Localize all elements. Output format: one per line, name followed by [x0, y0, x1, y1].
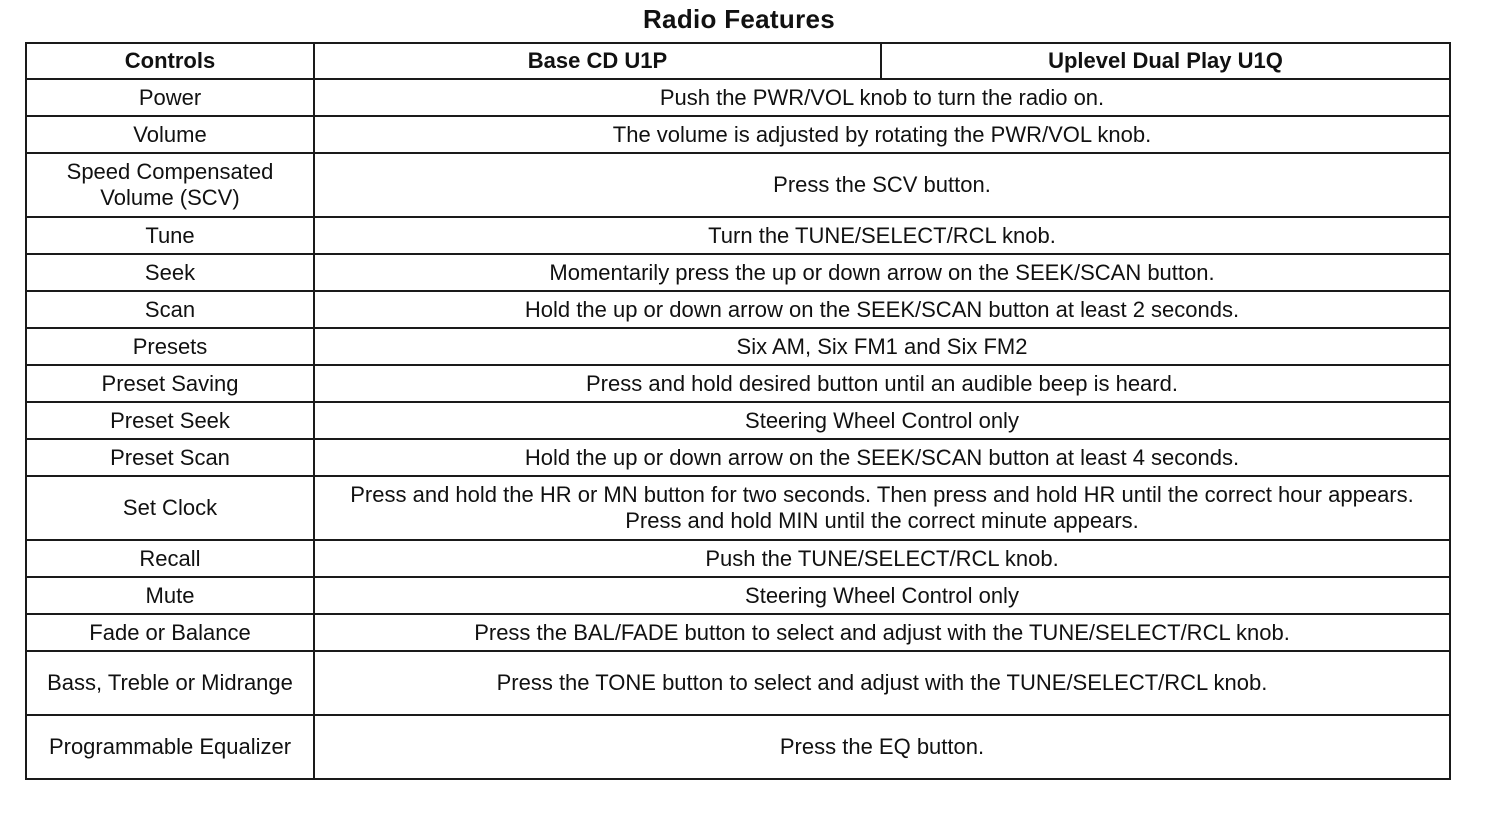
- description-cell: Press the BAL/FADE button to select and adjust with the TUNE/SELECT/RCL knob.: [314, 614, 1450, 651]
- control-cell: Preset Seek: [26, 402, 314, 439]
- control-cell: Preset Scan: [26, 439, 314, 476]
- control-cell: Presets: [26, 328, 314, 365]
- description-cell: Hold the up or down arrow on the SEEK/SCAN button at least 4 seconds.: [314, 439, 1450, 476]
- description-cell: Push the TUNE/SELECT/RCL knob.: [314, 540, 1450, 577]
- description-cell: Press and hold desired button until an audible beep is heard.: [314, 365, 1450, 402]
- description-cell: Turn the TUNE/SELECT/RCL knob.: [314, 217, 1450, 254]
- description-cell: Hold the up or down arrow on the SEEK/SCAN button at least 2 seconds.: [314, 291, 1450, 328]
- table-row: [26, 217, 1450, 254]
- header-controls: Controls: [26, 43, 314, 79]
- header-base-cd: Base CD U1P: [314, 43, 881, 79]
- table-row: [26, 153, 1450, 217]
- control-cell: Programmable Equalizer: [26, 715, 314, 779]
- table-row: [26, 116, 1450, 153]
- control-cell: Power: [26, 79, 314, 116]
- table-row: [26, 715, 1450, 779]
- control-cell: Scan: [26, 291, 314, 328]
- control-cell: Seek: [26, 254, 314, 291]
- header-uplevel-dual-play: Uplevel Dual Play U1Q: [881, 43, 1450, 79]
- description-cell: Press the TONE button to select and adjust with the TUNE/SELECT/RCL knob.: [314, 651, 1450, 715]
- description-cell: Steering Wheel Control only: [314, 577, 1450, 614]
- table-row: [26, 365, 1450, 402]
- description-cell: Steering Wheel Control only: [314, 402, 1450, 439]
- control-cell: Mute: [26, 577, 314, 614]
- table-row: [26, 651, 1450, 715]
- description-cell: Press and hold the HR or MN button for two seconds. Then press and hold HR until the correct hour appears. Press and hold MIN until the correct minute appears.: [314, 476, 1450, 540]
- table-row: [26, 439, 1450, 476]
- control-cell: Volume: [26, 116, 314, 153]
- description-cell: Push the PWR/VOL knob to turn the radio on.: [314, 79, 1450, 116]
- radio-features-table: [25, 42, 1451, 780]
- control-cell: Bass, Treble or Midrange: [26, 651, 314, 715]
- control-cell: Preset Saving: [26, 365, 314, 402]
- description-cell: Press the SCV button.: [314, 153, 1450, 217]
- description-cell: Press the EQ button.: [314, 715, 1450, 779]
- table-row: [26, 79, 1450, 116]
- table-row: [26, 577, 1450, 614]
- table-row: [26, 254, 1450, 291]
- control-cell: Speed Compensated Volume (SCV): [26, 153, 314, 217]
- control-cell: Recall: [26, 540, 314, 577]
- description-cell: Momentarily press the up or down arrow on the SEEK/SCAN button.: [314, 254, 1450, 291]
- table-row: [26, 291, 1450, 328]
- description-cell: Six AM, Six FM1 and Six FM2: [314, 328, 1450, 365]
- table-row: [26, 402, 1450, 439]
- table-header-row: [26, 43, 1450, 79]
- table-row: [26, 540, 1450, 577]
- control-cell: Fade or Balance: [26, 614, 314, 651]
- control-cell: Set Clock: [26, 476, 314, 540]
- control-cell: Tune: [26, 217, 314, 254]
- page-title: Radio Features: [642, 4, 836, 34]
- table-row: [26, 328, 1450, 365]
- description-cell: The volume is adjusted by rotating the PWR/VOL knob.: [314, 116, 1450, 153]
- table-row: [26, 476, 1450, 540]
- table-row: [26, 614, 1450, 651]
